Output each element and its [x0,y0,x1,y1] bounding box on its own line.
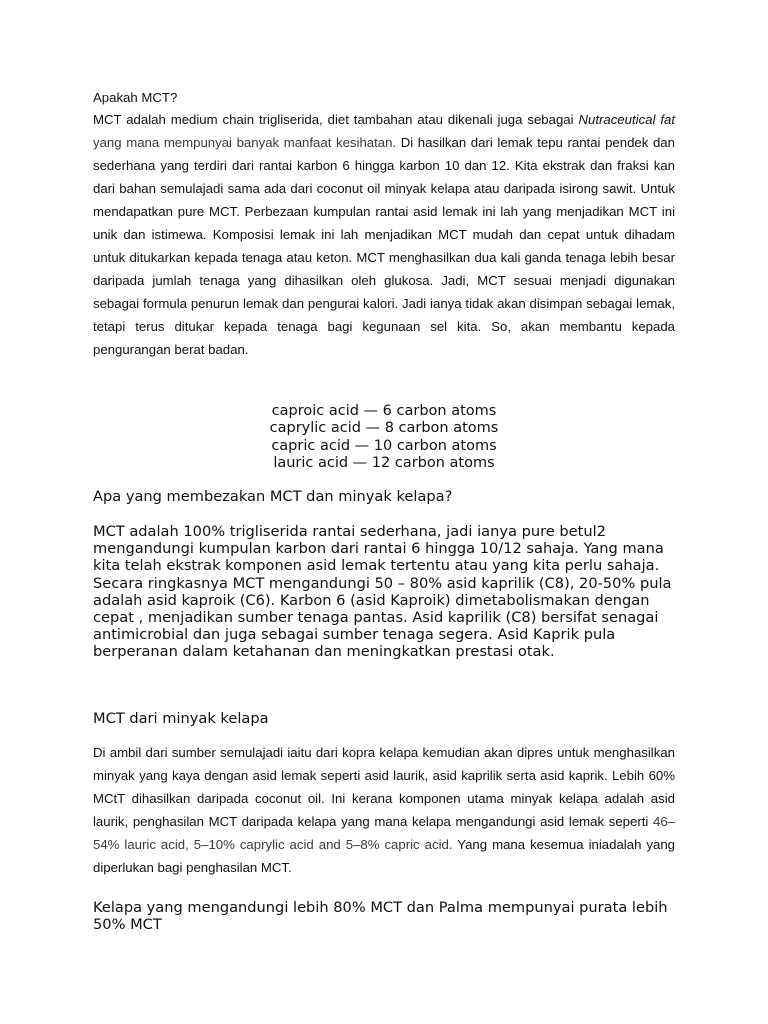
section-heading-mct-coconut: MCT dari minyak kelapa [93,710,269,727]
section-body-difference [93,523,683,661]
paragraph-text: Di hasilkan dari lemak tepu rantai pendek dan sederhana yang terdiri dari rantai karbon 6 hingga karbon 10 dan 12. Kita ekstrak dan fraksi kan dari bahan semulajadi sama ada dari coconut oil minyak kelapa atau daripada isirong sawit. Untuk mendapatkan pure MCT. Perbezaan kumpulan rantai asid lemak ini lah yang menjadikan MCT ini unik dan istimewa. Komposisi lemak ini lah menjadikan MCT mudah dan cepat untuk dihadam untuk ditukarkan kepada tenaga atau keton. MCT menghasilkan dua kali ganda tenaga lebih besar daripada jumlah tenaga yang dihasilkan oleh glukosa. Jadi, MCT sesuai menjadi digunakan sebagai formula penurun lemak dan pengurai kalori. Jadi ianya tidak akan disimpan sebagai lemak, tetapi terus ditukar kepada tenaga bagi kegunaan sel kita. So, akan membantu kepada pengurangan berat badan. [93,135,675,357]
paragraph-text: Yang mana kesemua iniadalah yang diperlukan bagi penghasilan MCT. [93,837,675,875]
acid-list [93,403,675,472]
paragraph-text: Secara ringkasnya MCT mengandungi 50 – 80% asid kaprilik (C8), 20-50% pula adalah asid kaproik (C6). Karbon 6 (asid Kaproik) dimetabolismakan dengan cepat , menjadikan sumber tenaga pantas. Asid kaprilik (C8) bersifat senagai antimicrobial dan juga sebagai sumber tenaga segera. Asid Kaprik pula berperanan dalam ketahanan dan meningkatkan prestasi otak. [93,574,672,661]
section-title-apakah-mct: Apakah MCT? [93,90,178,105]
paragraph-text: Di ambil dari sumber semulajadi iaitu dari kopra kelapa kemudian akan dipres untuk menghasilkan minyak yang kaya dengan asid lemak seperti asid laurik, asid kaprilik serta asid kaprik. Lebih 60% MCtT dihasilkan daripada coconut oil. Ini kerana komponen utama minyak kelapa adalah asid laurik, penghasilan MCT daripada kelapa yang mana kelapa mengandungi asid lemak seperti [93,745,675,829]
acid-list-item: lauric acid — 12 carbon atoms [273,454,495,471]
paragraph-text: MCT adalah medium chain trigliserida, diet tambahan atau dikenali juga sebagai [93,112,579,127]
section-heading-difference: Apa yang membezakan MCT dan minyak kelapa? [93,488,453,505]
closing-statement: Kelapa yang mengandungi lebih 80% MCT dan Palma mempunyai purata lebih 50% MCT [93,899,668,934]
paragraph-text: 46–54% lauric acid, 5–10% caprylic acid and 5–8% capric acid. [93,814,675,852]
paragraph-text: yang mana mempunyai banyak manfaat kesihatan. [93,135,397,150]
section-paragraph-mct-definition [93,108,675,361]
acid-list-item: capric acid — 10 carbon atoms [271,437,497,454]
italic-term: Nutraceutical fat [578,112,675,127]
acid-list-item: caproic acid — 6 carbon atoms [271,403,497,419]
acid-list-item: caprylic acid — 8 carbon atoms [269,420,499,437]
section-paragraph-mct-coconut [93,741,675,879]
paragraph-text: MCT adalah 100% trigliserida rantai sederhana, jadi ianya pure betul2 mengandungi kumpulan karbon dari rantai 6 hingga 10/12 sahaja. Yang mana kita telah ekstrak komponen asid lemak tertentu atau yang kita perlu sahaja. [93,523,664,575]
